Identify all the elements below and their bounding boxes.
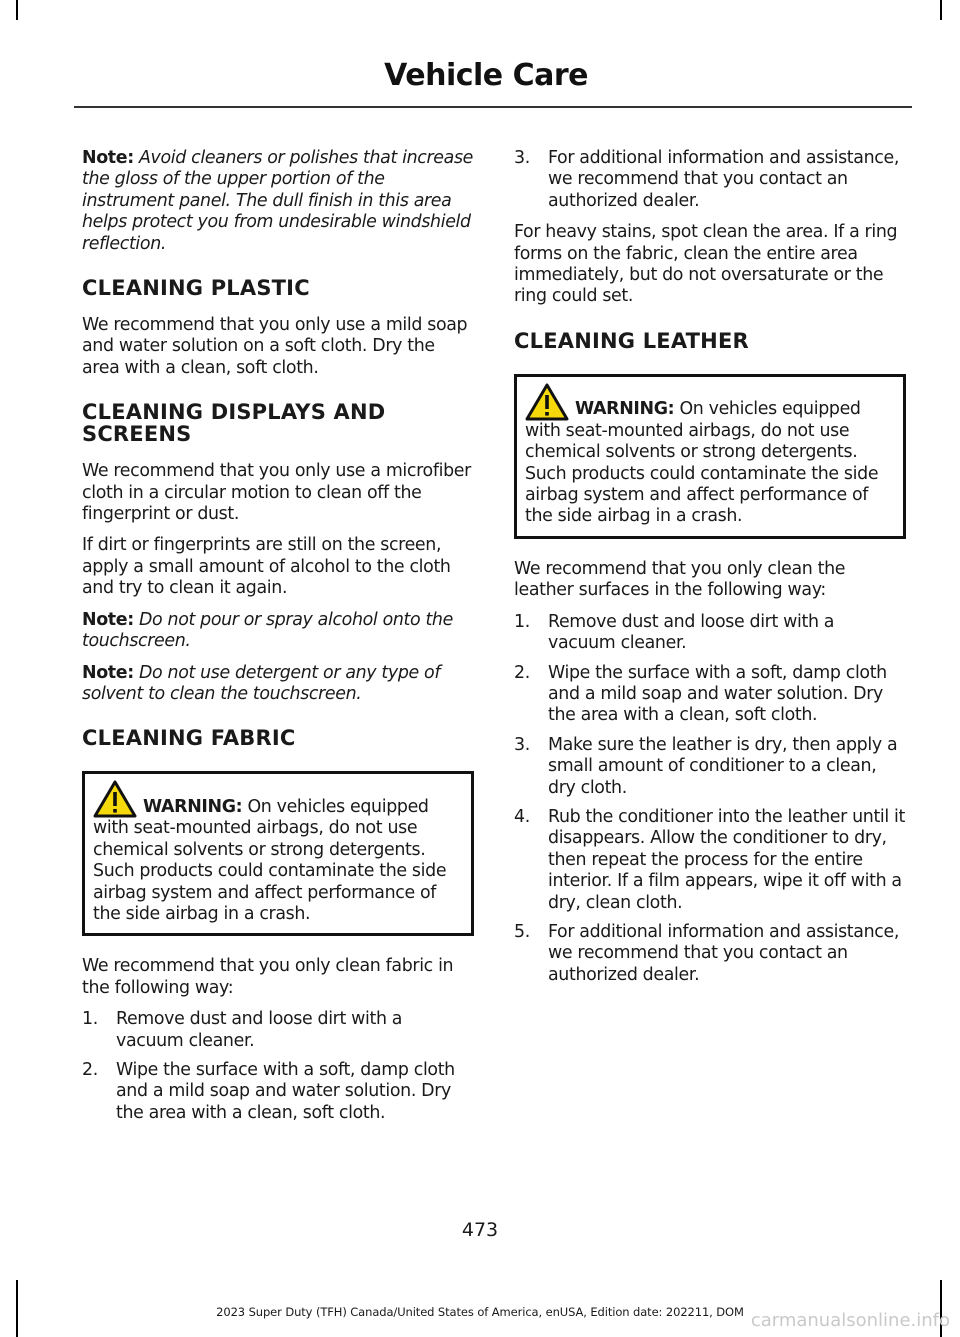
page-header-title: Vehicle Care — [384, 58, 588, 93]
list-item: 2. Wipe the surface with a soft, damp cloth and a mild soap and water solution. Dry the area with a clean, soft cloth. — [82, 1059, 455, 1123]
right-column — [514, 148, 906, 996]
list-item: 5. For additional information and assistance, we recommend that you contact an authorized dealer. — [514, 921, 899, 985]
heavy-stains-paragraph: For heavy stains, spot clean the area. If a ring forms on the fabric, clean the entire area immediately, but do not oversaturate or the ring could set. — [514, 222, 898, 307]
warning-label: WARNING: — [143, 796, 243, 817]
heading-cleaning-plastic: CLEANING PLASTIC — [82, 276, 310, 301]
note-label: Note: — [82, 609, 134, 630]
note-label: Note: — [82, 148, 134, 168]
crop-mark-top-right — [940, 0, 942, 20]
displays-paragraph-1: We recommend that you only use a microfiber cloth in a circular motion to clean off the fingerprint or dust. — [82, 461, 471, 525]
note-text: Avoid cleaners or polishes that increase the gloss of the upper portion of the instrument panel. The dull finish in this area helps protect you from undesirable windshield reflection. — [82, 148, 474, 254]
note-instrument-panel — [82, 148, 474, 255]
warning-text: with seat-mounted airbags, do not use chemical solvents or strong detergents. Such products could contaminate the side airbag system and affect performance of the side airbag in a crash. — [93, 818, 447, 924]
header-rule — [74, 106, 912, 108]
warning-text: with seat-mounted airbags, do not use chemical solvents or strong detergents. Such products could contaminate the side airbag system and affect performance of the side airbag in a crash. — [525, 420, 879, 527]
fabric-steps — [82, 1009, 474, 1124]
note-detergent — [82, 663, 474, 706]
leather-intro: We recommend that you only clean the leather surfaces in the following way: — [514, 558, 846, 601]
list-item: 4. Rub the conditioner into the leather until it disappears. Allow the conditioner to dry, then repeat the process for the entire interior. If a film appears, wipe it off with a dry, clean cloth. — [514, 806, 906, 913]
watermark[interactable]: carmanualsonline.info — [750, 1310, 950, 1331]
warning-triangle-icon — [93, 780, 137, 818]
page-footer: 2023 Super Duty (TFH) Canada/United States of America, enUSA, Edition date: 202211, DOM — [216, 1305, 744, 1319]
page-number: 473 — [461, 1219, 499, 1241]
fabric-steps-continued — [514, 148, 906, 212]
heading-cleaning-displays: CLEANING DISPLAYS AND SCREENS — [82, 400, 386, 447]
warning-triangle-icon — [525, 383, 569, 421]
warning-text-first: On vehicles equipped — [247, 796, 429, 817]
fabric-intro: We recommend that you only clean fabric in the following way: — [82, 956, 454, 998]
list-item: 3. Make sure the leather is dry, then apply a small amount of conditioner to a clean, dry cloth. — [514, 734, 898, 798]
note-text: Do not use detergent or any type of solvent to clean the touchscreen. — [82, 662, 441, 704]
note-alcohol — [82, 610, 474, 653]
crop-mark-top-left — [16, 0, 18, 20]
warning-text-first: On vehicles equipped — [679, 399, 861, 420]
displays-paragraph-2: If dirt or fingerprints are still on the screen, apply a small amount of alcohol to the cloth and try to clean it again. — [82, 535, 451, 599]
list-item: 1. Remove dust and loose dirt with a vacuum cleaner. — [514, 611, 835, 654]
plastic-paragraph: We recommend that you only use a mild soap and water solution on a soft cloth. Dry the area with a clean, soft cloth. — [82, 315, 468, 378]
heading-cleaning-leather: CLEANING LEATHER — [514, 328, 749, 353]
warning-label: WARNING: — [575, 399, 675, 420]
left-column — [82, 148, 474, 1134]
warning-box-leather — [514, 374, 906, 539]
heading-cleaning-fabric: CLEANING FABRIC — [82, 726, 296, 751]
note-text: Do not pour or spray alcohol onto the touchscreen. — [82, 609, 453, 652]
list-item: 2. Wipe the surface with a soft, damp cloth and a mild soap and water solution. Dry the area with a clean, soft cloth. — [514, 662, 887, 726]
note-label: Note: — [82, 662, 134, 683]
warning-box-fabric — [82, 771, 474, 936]
list-item: 3. For additional information and assistance, we recommend that you contact an authorized dealer. — [514, 148, 899, 211]
leather-steps — [514, 612, 906, 987]
list-item: 1. Remove dust and loose dirt with a vacuum cleaner. — [82, 1009, 403, 1051]
